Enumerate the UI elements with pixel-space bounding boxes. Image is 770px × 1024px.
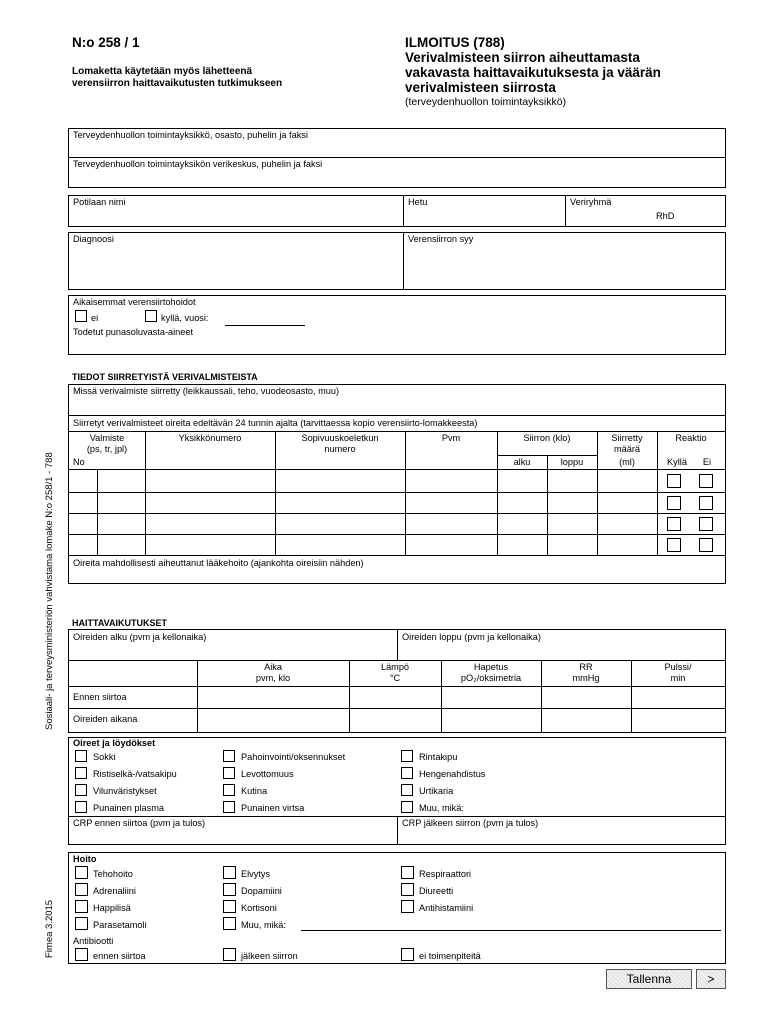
divider [69, 686, 725, 687]
blood-center-label: Terveydenhuollon toimintayksikön verikeskus, puhelin ja faksi [73, 159, 323, 169]
divider [97, 469, 98, 555]
treatment-label: Adrenaliini [93, 886, 136, 896]
treatment-label: Happilisä [93, 903, 131, 913]
treatment-checkbox[interactable] [75, 866, 88, 879]
reaction-yes-checkbox[interactable] [667, 538, 681, 552]
col-reaction-yes: Kyllä [667, 457, 687, 467]
col-temp-unit: °C [389, 673, 401, 683]
symptom-label: Kutina [241, 786, 268, 796]
history-yes-checkbox[interactable] [145, 310, 157, 322]
year-input-line[interactable] [225, 325, 305, 326]
symptoms-title: Oireet ja löydökset [73, 738, 156, 748]
antibodies-label: Todetut punasoluvasta-aineet [73, 327, 194, 337]
symptom-checkbox[interactable] [401, 767, 413, 779]
col-no: No [73, 457, 85, 467]
end-label: Oireiden loppu (pvm ja kellonaika) [402, 632, 541, 642]
history-box [68, 295, 726, 355]
divider [631, 660, 632, 732]
divider [69, 492, 725, 493]
divider [69, 157, 725, 158]
treatment-title: Hoito [73, 854, 97, 864]
treatment-label: Tehohoito [93, 869, 133, 879]
history-label: Aikaisemmat verensiirtohoidot [73, 297, 196, 307]
diagnosis-box [68, 232, 726, 290]
divider [69, 415, 725, 416]
treatment-label: Respiraattori [419, 869, 472, 879]
symptom-checkbox[interactable] [223, 767, 235, 779]
unit-input[interactable] [69, 141, 725, 156]
divider [497, 431, 498, 555]
treatment-checkbox[interactable] [223, 900, 236, 913]
col-date: Pvm [441, 433, 461, 443]
divider [547, 455, 548, 555]
antibiotic-before-label: ennen siirtoa [93, 951, 146, 961]
patient-box [68, 195, 726, 227]
unit-label: Terveydenhuollon toimintayksikkö, osasto, puhelin ja faksi [73, 130, 308, 140]
notice-heading-3: verivalmisteen siirrosta [405, 80, 556, 95]
divider [69, 513, 725, 514]
divider [565, 196, 566, 226]
divider [275, 431, 276, 555]
col-start: alku [513, 457, 531, 467]
symptom-label: Punainen plasma [93, 803, 164, 813]
treatment-box [68, 852, 726, 964]
col-oxygen-unit: pO₂/oksimetria [460, 673, 522, 683]
next-page-button[interactable]: > [696, 969, 726, 989]
symptom-checkbox[interactable] [401, 801, 413, 813]
reaction-no-checkbox[interactable] [699, 538, 713, 552]
symptom-label: Urtikaria [419, 786, 454, 796]
symptom-label: Pahoinvointi/oksennukset [241, 752, 346, 762]
crp-after-label: CRP jälkeen siirron (pvm ja tulos) [402, 818, 539, 828]
treatment-label: Dopamiini [241, 886, 282, 896]
treatment-label: Diureetti [419, 886, 454, 896]
treatment-label: Elvytys [241, 869, 271, 879]
reaction-yes-checkbox[interactable] [667, 496, 681, 510]
col-compat: Sopivuuskoeletkun [301, 433, 379, 443]
treatment-label: Parasetamoli [93, 920, 147, 930]
diagnosis-label: Diagnoosi [73, 234, 114, 244]
side-form-text: Sosiaali- ja terveysministeriön vahvistama lomake N:o 258/1 - 788 [44, 452, 55, 730]
treatment-checkbox[interactable] [75, 883, 88, 896]
col-amount: Siirretty [611, 433, 643, 443]
divider [403, 233, 404, 289]
col-reaction-no: Ei [702, 457, 712, 467]
treatment-checkbox[interactable] [75, 900, 88, 913]
col-compat-2: numero [324, 444, 356, 454]
col-pulse: Pulssi/ [664, 662, 692, 672]
treatment-checkbox[interactable] [223, 866, 236, 879]
symptom-label: Punainen virtsa [241, 803, 305, 813]
divider [69, 660, 725, 661]
notice-heading-2: vakavasta haittavaikutuksesta ja väärän [405, 65, 661, 80]
divider [405, 431, 406, 555]
divider [69, 555, 725, 556]
col-unit-number: Yksikkönumero [178, 433, 242, 443]
side-fimea-text: Fimea 3.2015 [44, 899, 55, 958]
col-time-2: pvm, klo [255, 673, 291, 683]
col-pulse-unit: min [670, 673, 686, 683]
symptom-checkbox[interactable] [75, 784, 87, 796]
symptom-checkbox[interactable] [75, 801, 87, 813]
col-product-types: (ps, tr, jpl) [86, 444, 128, 454]
symptom-checkbox[interactable] [75, 750, 87, 762]
symptom-checkbox[interactable] [401, 784, 413, 796]
treatment-label: Antihistamiini [419, 903, 474, 913]
header-subtitle-2: verensiirron haittavaikutusten tutkimukseen [72, 78, 283, 89]
reaction-no-checkbox[interactable] [699, 496, 713, 510]
treatment-checkbox[interactable] [401, 900, 414, 913]
symptom-checkbox[interactable] [401, 750, 413, 762]
symptom-label: Hengenahdistus [419, 769, 486, 779]
divider [349, 660, 350, 732]
rhd-label: RhD [656, 211, 675, 221]
history-yes-label: kyllä, vuosi: [161, 313, 209, 323]
antibiotic-after-label: jälkeen siirron [241, 951, 298, 961]
symptom-label: Muu, mikä: [419, 803, 464, 813]
notice-title: ILMOITUS (788) [405, 35, 505, 50]
symptom-checkbox[interactable] [223, 784, 235, 796]
antibiotic-after-checkbox[interactable] [223, 948, 236, 961]
divider [403, 196, 404, 226]
transfusion-location-label: Missä verivalmiste siirretty (leikkaussali, teho, vuodeosasto, muu) [73, 386, 340, 396]
col-rr-unit: mmHg [572, 673, 600, 683]
antibiotic-label: Antibiootti [73, 936, 114, 946]
medication-label: Oireita mahdollisesti aiheuttanut lääkehoito (ajankohta oireisiin nähden) [73, 558, 364, 568]
treatment-checkbox[interactable] [401, 866, 414, 879]
col-temp: Lämpö [380, 662, 410, 672]
notice-heading-1: Verivalmisteen siirron aiheuttamasta [405, 50, 640, 65]
col-reaction: Reaktio [675, 433, 707, 443]
divider [69, 708, 725, 709]
symptom-label: Levottomuus [241, 769, 294, 779]
blood-group-label: Veriryhmä [570, 197, 612, 207]
divider [657, 431, 658, 555]
reaction-yes-checkbox[interactable] [667, 474, 681, 488]
divider [69, 431, 725, 432]
divider [145, 431, 146, 555]
symptom-checkbox[interactable] [223, 801, 235, 813]
treatment-checkbox[interactable] [223, 883, 236, 896]
symptom-label: Ristiselkä-/vatsakipu [93, 769, 177, 779]
no-action-label: ei toimenpiteitä [419, 951, 481, 961]
divider [197, 660, 198, 732]
transfused-section-title: TIEDOT SIIRRETYISTÄ VERIVALMISTEISTA [72, 372, 258, 382]
treatment-checkbox[interactable] [401, 883, 414, 896]
blood-center-input[interactable] [69, 171, 725, 186]
header-subtitle-1: Lomaketta käytetään myös lähetteenä [72, 66, 253, 77]
history-no-checkbox[interactable] [75, 310, 87, 322]
transfusion-reason-label: Verensiirron syy [408, 234, 474, 244]
row-during-label: Oireiden aikana [73, 714, 138, 724]
antibiotic-before-checkbox[interactable] [75, 948, 88, 961]
reaction-yes-checkbox[interactable] [667, 517, 681, 531]
form-number: N:o 258 / 1 [72, 35, 140, 50]
history-no-label: ei [91, 313, 99, 323]
divider [597, 431, 598, 555]
notice-subheading: (terveydenhuollon toimintayksikkö) [405, 96, 567, 108]
other-treatment-input-line[interactable] [301, 930, 721, 931]
unit-box [68, 128, 726, 188]
onset-label: Oireiden alku (pvm ja kellonaika) [73, 632, 207, 642]
col-rr: RR [579, 662, 593, 672]
hetu-label: Hetu [408, 197, 428, 207]
patient-name-label: Potilaan nimi [73, 197, 126, 207]
treatment-checkbox[interactable] [223, 917, 236, 930]
divider [397, 630, 398, 660]
col-product: Valmiste [89, 433, 125, 443]
reaction-no-checkbox[interactable] [699, 517, 713, 531]
treatment-checkbox[interactable] [75, 917, 88, 930]
row-before-label: Ennen siirtoa [73, 692, 127, 702]
col-amount-2: määrä [613, 444, 641, 454]
col-oxygen: Hapetus [473, 662, 509, 672]
divider [541, 660, 542, 732]
col-end: loppu [560, 457, 584, 467]
divider [69, 469, 725, 470]
symptoms-box [68, 737, 726, 845]
symptom-label: Vilunväristykset [93, 786, 157, 796]
products-label: Siirretyt verivalmisteet oireita edeltävän 24 tunnin ajalta (tarvittaessa kopio verensiirto-lomakkeesta) [73, 418, 478, 428]
col-time: Aika [264, 662, 282, 672]
symptom-label: Sokki [93, 752, 116, 762]
divider [69, 534, 725, 535]
treatment-label: Muu, mikä: [241, 920, 286, 930]
reaction-no-checkbox[interactable] [699, 474, 713, 488]
no-action-checkbox[interactable] [401, 948, 414, 961]
col-amount-unit: (ml) [619, 457, 635, 467]
crp-before-label: CRP ennen siirtoa (pvm ja tulos) [73, 818, 206, 828]
symptom-checkbox[interactable] [75, 767, 87, 779]
treatment-label: Kortisoni [241, 903, 277, 913]
save-button[interactable]: Tallenna [606, 969, 692, 989]
col-transfusion-time: Siirron (klo) [523, 433, 571, 443]
adverse-section-title: HAITTAVAIKUTUKSET [72, 618, 167, 628]
transfused-box [68, 384, 726, 584]
divider [441, 660, 442, 732]
divider [397, 816, 398, 844]
adverse-box [68, 629, 726, 733]
symptom-label: Rintakipu [419, 752, 458, 762]
symptom-checkbox[interactable] [223, 750, 235, 762]
